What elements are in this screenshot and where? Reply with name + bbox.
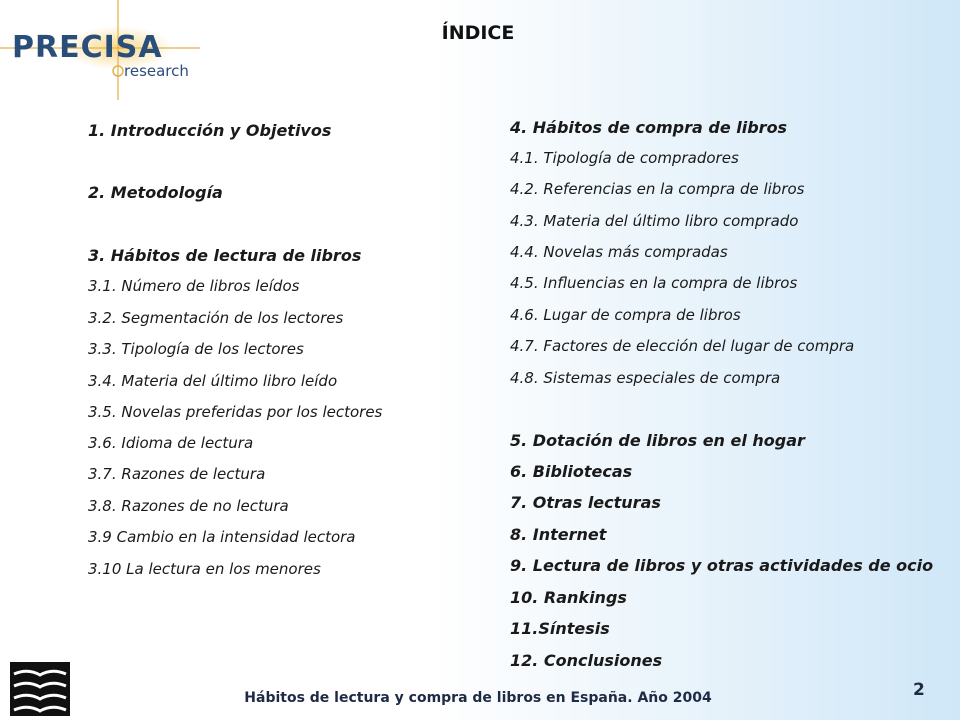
toc-item[interactable]: 3.4. Materia del último libro leído [88,372,338,390]
logo-name: PRECISA [12,30,163,65]
toc-item[interactable]: 4.5. Influencias en la compra de libros [510,274,798,292]
toc-item[interactable]: 4.2. Referencias en la compra de libros [510,180,805,198]
toc-item[interactable]: 3.8. Razones de no lectura [88,497,289,515]
toc-item[interactable]: 4.3. Materia del último libro comprado [510,212,799,230]
logo-subtitle: research [124,62,189,80]
toc-item[interactable]: 3.2. Segmentación de los lectores [88,309,344,327]
toc-item[interactable]: 4.1. Tipología de compradores [510,149,739,167]
book-pages-icon [10,662,70,716]
toc-item[interactable]: 3.6. Idioma de lectura [88,434,254,452]
toc-item[interactable]: 3.7. Razones de lectura [88,465,266,483]
toc-item[interactable]: 6. Bibliotecas [510,462,633,481]
toc-item[interactable]: 4.4. Novelas más compradas [510,243,728,261]
page-number: 2 [913,680,925,700]
toc-item[interactable]: 3.10 La lectura en los menores [88,560,321,578]
toc-item[interactable]: 4.8. Sistemas especiales de compra [510,369,781,387]
toc-item[interactable]: 12. Conclusiones [510,651,663,670]
toc-item[interactable]: 1. Introducción y Objetivos [88,121,332,140]
page-title: ÍNDICE [441,22,515,44]
toc-item[interactable]: 10. Rankings [510,588,627,607]
toc-item[interactable]: 8. Internet [510,525,607,544]
toc-item[interactable]: 4.7. Factores de elección del lugar de compra [510,337,855,355]
toc-item[interactable]: 3.5. Novelas preferidas por los lectores [88,403,383,421]
toc-item[interactable]: 2. Metodología [88,183,223,202]
toc-item[interactable]: 9. Lectura de libros y otras actividades de ocio [510,556,934,575]
toc-item[interactable]: 4. Hábitos de compra de libros [510,118,788,137]
precisa-logo [0,0,200,100]
toc-item[interactable]: 3.1. Número de libros leídos [88,277,300,295]
toc-item[interactable]: 11.Síntesis [510,619,610,638]
toc-item[interactable]: 4.6. Lugar de compra de libros [510,306,741,324]
toc-item[interactable]: 3.3. Tipología de los lectores [88,340,304,358]
toc-item[interactable]: 5. Dotación de libros en el hogar [510,431,805,450]
toc-item[interactable]: 3.9 Cambio en la intensidad lectora [88,528,356,546]
toc-item[interactable]: 3. Hábitos de lectura de libros [88,246,362,265]
toc-item[interactable]: 7. Otras lecturas [510,493,661,512]
footer-text: Hábitos de lectura y compra de libros en España. Año 2004 [244,690,712,706]
